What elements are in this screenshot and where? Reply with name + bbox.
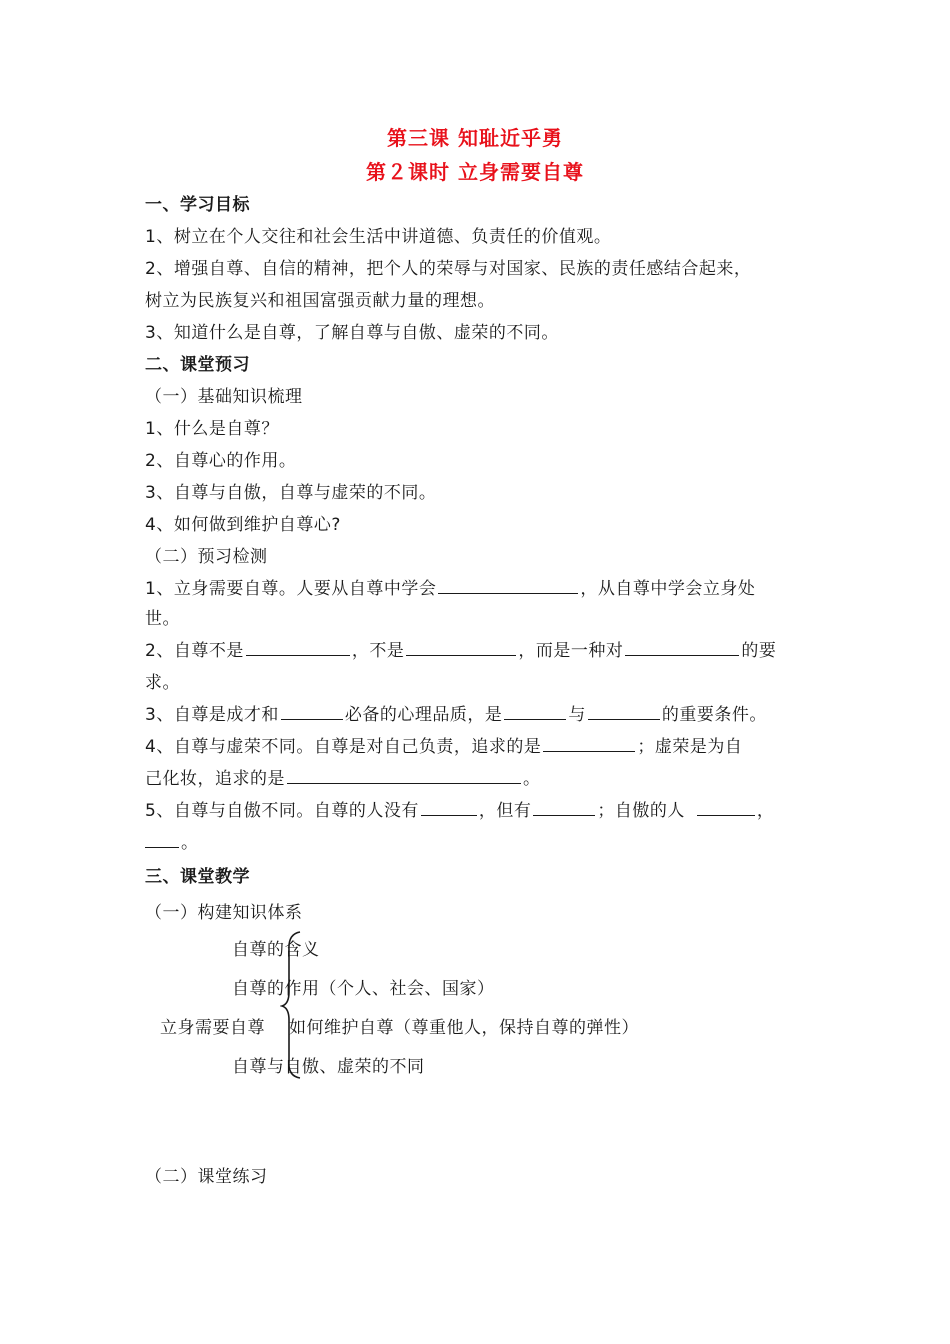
curly-brace — [280, 930, 304, 1080]
fill-2-text-b: ，不是 — [351, 641, 405, 661]
fill-4-text-c: 己化妆，追求的是 — [145, 769, 285, 789]
question-3: 3、自尊与自傲，自尊与虚荣的不同。 — [145, 483, 437, 503]
fill-blank[interactable] — [697, 799, 755, 816]
branch-function: 自尊的作用（个人、社会、国家） — [232, 979, 495, 999]
fill-item-3 — [145, 700, 767, 725]
fill-3-text-a: 3、自尊是成才和 — [145, 705, 279, 725]
fill-blank[interactable] — [421, 799, 477, 816]
fill-5-text-d: ， — [756, 801, 775, 821]
fill-5-text-e: 。 — [181, 833, 199, 853]
lesson-title: 第三课 知耻近乎勇 — [387, 126, 563, 150]
fill-1-text-b: ，从自尊中学会立身处 — [580, 579, 756, 599]
knowledge-root: 立身需要自尊 — [160, 1018, 265, 1038]
fill-2-text-d: 的要 — [741, 641, 777, 661]
goal-item-2-cont: 树立为民族复兴和祖国富强贡献力量的理想。 — [145, 291, 495, 311]
fill-item-5-cont — [145, 828, 199, 853]
fill-blank[interactable] — [438, 577, 578, 594]
fill-3-text-c: 与 — [568, 705, 586, 725]
fill-5-text-a: 5、自尊与自傲不同。自尊的人没有 — [145, 801, 419, 821]
question-4: 4、如何做到维护自尊心? — [145, 515, 341, 535]
question-2: 2、自尊心的作用。 — [145, 451, 297, 471]
fill-item-1-cont: 世。 — [145, 609, 180, 629]
branch-difference: 自尊与自傲、虚荣的不同 — [232, 1057, 425, 1077]
fill-item-2 — [145, 636, 776, 661]
subheading-basic-knowledge: （一）基础知识梳理 — [145, 387, 303, 407]
fill-4-text-d: 。 — [523, 769, 541, 789]
fill-item-2-cont: 求。 — [145, 673, 180, 693]
fill-item-1 — [145, 574, 755, 599]
fill-3-text-b: 必备的心理品质，是 — [344, 705, 503, 725]
fill-1-text-a: 1、立身需要自尊。人要从自尊中学会 — [145, 579, 437, 599]
fill-item-4 — [145, 732, 742, 757]
fill-4-text-a: 4、自尊与虚荣不同。自尊是对自己负责，追求的是 — [145, 737, 542, 757]
fill-blank[interactable] — [504, 703, 566, 720]
section-heading-preview: 二、课堂预习 — [145, 355, 250, 375]
fill-blank[interactable] — [588, 703, 660, 720]
fill-blank[interactable] — [543, 735, 635, 752]
fill-item-4-cont — [145, 764, 541, 789]
fill-5-text-b: ，但有 — [478, 801, 532, 821]
subheading-practice: （二）课堂练习 — [145, 1167, 268, 1187]
section-heading-teaching: 三、课堂教学 — [145, 867, 250, 887]
branch-maintain: 如何维护自尊（尊重他人，保持自尊的弹性） — [289, 1018, 639, 1038]
fill-blank[interactable] — [287, 767, 521, 784]
branch-meaning: 自尊的含义 — [232, 940, 320, 960]
question-1: 1、什么是自尊？ — [145, 419, 279, 439]
fill-2-text-a: 2、自尊不是 — [145, 641, 244, 661]
goal-item-1: 1、树立在个人交往和社会生活中讲道德、负责任的价值观。 — [145, 227, 612, 247]
fill-5-text-c: ；自傲的人 — [597, 801, 685, 821]
period-title: 第２课时 立身需要自尊 — [366, 160, 584, 184]
section-heading-goals: 一、学习目标 — [145, 195, 250, 215]
fill-blank[interactable] — [145, 831, 179, 848]
fill-blank[interactable] — [246, 639, 350, 656]
goal-item-3: 3、知道什么是自尊，了解自尊与自傲、虚荣的不同。 — [145, 323, 559, 343]
fill-2-text-c: ，而是一种对 — [518, 641, 624, 661]
fill-blank[interactable] — [625, 639, 739, 656]
subheading-preview-check: （二）预习检测 — [145, 547, 268, 567]
fill-blank[interactable] — [406, 639, 516, 656]
fill-blank[interactable] — [281, 703, 343, 720]
fill-item-5 — [145, 796, 774, 821]
fill-3-text-d: 的重要条件。 — [661, 705, 767, 725]
goal-item-2: 2、增强自尊、自信的精神，把个人的荣辱与对国家、民族的责任感结合起来， — [145, 259, 752, 279]
subheading-knowledge-system: （一）构建知识体系 — [145, 903, 303, 923]
fill-blank[interactable] — [533, 799, 595, 816]
fill-4-text-b: ；虚荣是为自 — [637, 737, 743, 757]
